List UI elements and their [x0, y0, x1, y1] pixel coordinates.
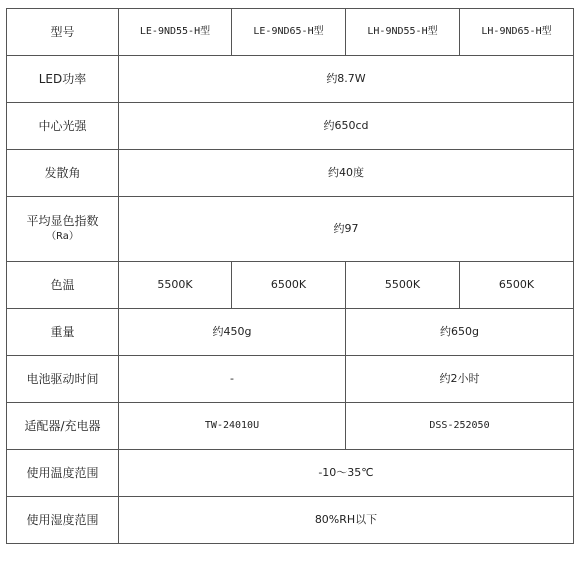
color-temp-value: 6500K [460, 262, 574, 309]
battery-time-label: 电池驱动时间 [7, 356, 119, 403]
row-battery-time [7, 356, 574, 403]
battery-time-value-lh: 约2小时 [346, 356, 574, 403]
weight-value-lh: 约650g [346, 309, 574, 356]
cri-label-main: 平均显色指数 [26, 214, 99, 228]
color-temp-value: 5500K [119, 262, 232, 309]
cri-value: 约97 [119, 197, 574, 262]
led-power-label: LED功率 [7, 56, 119, 103]
row-use-temp [7, 450, 574, 497]
use-humidity-label: 使用湿度范围 [7, 497, 119, 544]
center-light-label: 中心光强 [7, 103, 119, 150]
model-lh-55: LH-9ND55-H型 [346, 9, 460, 56]
model-label: 型号 [7, 9, 119, 56]
color-temp-label: 色温 [7, 262, 119, 309]
model-le-55: LE-9ND55-H型 [119, 9, 232, 56]
color-temp-value: 5500K [346, 262, 460, 309]
row-cri [7, 197, 574, 262]
weight-value-le: 约450g [119, 309, 346, 356]
spread-angle-label: 发散角 [7, 150, 119, 197]
row-spread-angle [7, 150, 574, 197]
adapter-value-le: TW-24010U [119, 403, 346, 450]
row-weight [7, 309, 574, 356]
row-use-humidity [7, 497, 574, 544]
led-power-value: 约8.7W [119, 56, 574, 103]
cri-label-sub: （Ra） [46, 231, 79, 242]
adapter-label: 适配器/充电器 [7, 403, 119, 450]
use-humidity-value: 80%RH以下 [119, 497, 574, 544]
weight-label: 重量 [7, 309, 119, 356]
spec-table [6, 8, 574, 544]
row-led-power [7, 56, 574, 103]
use-temp-label: 使用温度范围 [7, 450, 119, 497]
row-adapter [7, 403, 574, 450]
adapter-value-lh: DSS-252050 [346, 403, 574, 450]
header-row [7, 9, 574, 56]
row-center-light [7, 103, 574, 150]
center-light-value: 约650cd [119, 103, 574, 150]
model-le-65: LE-9ND65-H型 [232, 9, 346, 56]
model-lh-65: LH-9ND65-H型 [460, 9, 574, 56]
battery-time-value-le: - [119, 356, 346, 403]
cri-label [7, 197, 119, 262]
color-temp-value: 6500K [232, 262, 346, 309]
spread-angle-value: 约40度 [119, 150, 574, 197]
use-temp-value: -10～35℃ [119, 450, 574, 497]
row-color-temp [7, 262, 574, 309]
